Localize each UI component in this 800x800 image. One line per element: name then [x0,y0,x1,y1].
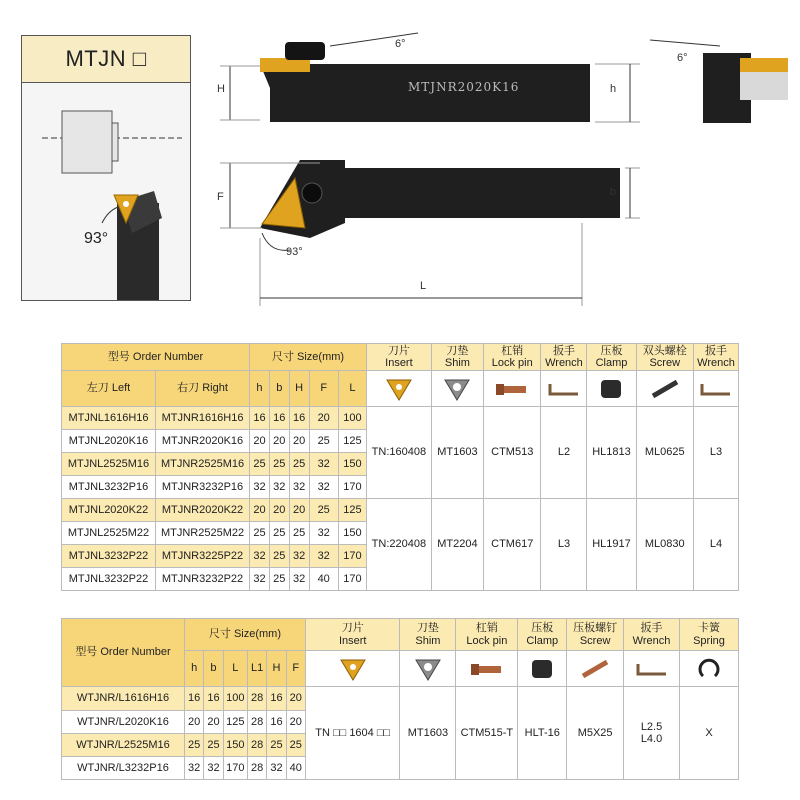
dim-b-label: b [610,186,617,198]
clamp-code: HLT-16 [518,687,567,780]
wrench-code: L2.5 L4.0 [624,687,680,780]
spec-table-mtjn-body [62,407,739,591]
size-cell: 170 [338,568,366,591]
size-cell: 40 [309,568,338,591]
size2-col-H: H [267,651,286,687]
insert-code: TN □□ 1604 □□ [305,687,400,780]
tool-type-title: MTJN □ [22,36,190,83]
size-cell: 28 [248,734,267,757]
row-name: WTJNR/L1616H16 [62,687,185,711]
size-cell: 32 [269,476,289,499]
size-cell: 25 [269,545,289,568]
clamp-thumb [587,371,636,407]
approach-angle-schematic [22,83,190,300]
size-cell: 20 [286,687,305,711]
size-cell: 25 [204,734,223,757]
lock-pin-thumb [484,371,541,407]
size-col-F: F [309,371,338,407]
part-header-screw: 双头螺栓 Screw [636,344,693,371]
size-cell: 25 [269,453,289,476]
size2-col-L: L [223,651,247,687]
schematic-svg [22,83,190,300]
size-cell: 125 [338,430,366,453]
right-model-cell: MTJNR2020K22 [156,499,250,522]
size-cell: 32 [309,476,338,499]
insert-thumb [367,371,432,407]
size2-col-F: F [286,651,305,687]
part2-header-clamp: 压板 Clamp [518,619,567,651]
part2-header-lock-pin: 杠销 Lock pin [456,619,518,651]
table-row [62,407,739,430]
size-cell: 32 [309,453,338,476]
left-model-cell: MTJNL1616H16 [62,407,156,430]
size-cell: 25 [289,453,309,476]
wrench-2-thumb [693,371,738,407]
shim-code: MT1603 [400,687,456,780]
size-cell: 20 [184,711,203,734]
size-cell: 20 [250,499,270,522]
size-cell: 16 [204,687,223,711]
insert2-thumb [305,651,400,687]
size-cell: 25 [267,734,286,757]
size-cell: 16 [267,711,286,734]
size2-col-L1: L1 [248,651,267,687]
size-cell: 170 [338,476,366,499]
size2-col-b: b [204,651,223,687]
size-header: 尺寸 Size(mm) [250,344,367,371]
insert-hole [123,201,129,207]
wrench-2-code: L4 [693,499,738,591]
size-cell: 25 [309,430,338,453]
wrench-2-code: L3 [693,407,738,499]
order-number-header-2: 型号 Order Number [62,619,185,687]
size-cell: 25 [286,734,305,757]
shim-code: MT2204 [431,499,483,591]
size-cell: 125 [338,499,366,522]
part2-header-shim: 刀垫 Shim [400,619,456,651]
insert-code: TN:160408 [367,407,432,499]
left-header: 左刀 Left [62,371,156,407]
spring-code: X [679,687,738,780]
spring-thumb [679,651,738,687]
size-cell: 20 [289,499,309,522]
size-col-H: H [289,371,309,407]
right-model-cell: MTJNR3225P22 [156,545,250,568]
size-cell: 25 [250,522,270,545]
size-cell: 32 [289,568,309,591]
size-cell: 16 [269,407,289,430]
size-cell: 28 [248,757,267,780]
angle-top-label: 6° [395,38,406,50]
left-model-cell: MTJNL2020K16 [62,430,156,453]
size-cell: 20 [309,407,338,430]
part-header-lock-pin: 杠销 Lock pin [484,344,541,371]
workpiece [62,111,112,173]
size-cell: 150 [338,453,366,476]
lock-pin-code: CTM513 [484,407,541,499]
shank-marking: MTJNR2020K16 [408,80,520,94]
dim-h-label: h [610,83,617,95]
right-model-cell: MTJNR1616H16 [156,407,250,430]
size-cell: 25 [184,734,203,757]
approach-angle-label: 93° [84,230,109,247]
spec-table-wtjn [61,618,739,780]
size-cell: 28 [248,687,267,711]
wrench-code: L2 [541,407,587,499]
size-cell: 20 [269,430,289,453]
insert-code: TN:220408 [367,499,432,591]
clamp-code: HL1813 [587,407,636,499]
dim-F-label: F [217,191,224,203]
screw-code: ML0830 [636,499,693,591]
size-cell: 100 [338,407,366,430]
lock-pin-code: CTM617 [484,499,541,591]
part2-header-screw: 压板螺钉 Screw [567,619,624,651]
size-cell: 32 [250,568,270,591]
angle-bottom-label: 93° [286,246,303,258]
wrench-thumb [541,371,587,407]
angle-arc [102,207,118,223]
right-model-cell: MTJNR2525M16 [156,453,250,476]
side-view-insert-icon [260,58,310,72]
size-cell: 40 [286,757,305,780]
clamp2-thumb [518,651,567,687]
size-cell: 32 [250,545,270,568]
size-cell: 25 [289,522,309,545]
part-header-clamp: 压板 Clamp [587,344,636,371]
part2-header-insert: 刀片 Insert [305,619,400,651]
left-model-cell: MTJNL2525M16 [62,453,156,476]
part-header-wrench-2: 扳手 Wrench [693,344,738,371]
size-col-b: b [269,371,289,407]
size-col-L: L [338,371,366,407]
size-cell: 16 [289,407,309,430]
size-cell: 32 [184,757,203,780]
lock-pin2-thumb [456,651,518,687]
size-cell: 16 [250,407,270,430]
row-name: WTJNR/L2525M16 [62,734,185,757]
part2-header-wrench: 扳手 Wrench [624,619,680,651]
top-view-shank [300,168,620,218]
shim-code: MT1603 [431,407,483,499]
size-cell: 32 [289,545,309,568]
screw-thumb [636,371,693,407]
size-cell: 32 [267,757,286,780]
part2-header-spring: 卡簧 Spring [679,619,738,651]
size-cell: 16 [184,687,203,711]
screw-code: M5X25 [567,687,624,780]
size-cell: 32 [309,545,338,568]
table-row [62,687,739,711]
size-cell: 32 [289,476,309,499]
size-col-h: h [250,371,270,407]
row-name: WTJNR/L2020K16 [62,711,185,734]
table-row [62,499,739,522]
tool-drawing [200,28,800,310]
screw-code: ML0625 [636,407,693,499]
wrench2-thumb [624,651,680,687]
left-model-cell: MTJNL3232P22 [62,568,156,591]
workpiece-step [112,123,118,161]
right-model-cell: MTJNR2525M22 [156,522,250,545]
size-cell: 20 [289,430,309,453]
size-cell: 25 [269,522,289,545]
size2-col-h: h [184,651,203,687]
right-model-cell: MTJNR2020K16 [156,430,250,453]
size-cell: 32 [309,522,338,545]
shim-thumb [431,371,483,407]
right-model-cell: MTJNR3232P22 [156,568,250,591]
row-name: WTJNR/L3232P16 [62,757,185,780]
part-header-wrench: 扳手 Wrench [541,344,587,371]
left-model-cell: MTJNL3232P22 [62,545,156,568]
size-cell: 150 [223,734,247,757]
left-model-cell: MTJNL2020K22 [62,499,156,522]
right-header: 右刀 Right [156,371,250,407]
size-cell: 25 [309,499,338,522]
left-model-cell: MTJNL3232P16 [62,476,156,499]
order-number-header: 型号 Order Number [62,344,250,371]
size-cell: 25 [269,568,289,591]
size-header-2: 尺寸 Size(mm) [184,619,305,651]
size-cell: 100 [223,687,247,711]
size-cell: 32 [204,757,223,780]
size-cell: 32 [250,476,270,499]
size-cell: 25 [250,453,270,476]
angle-side-label: 6° [677,52,688,64]
size-cell: 20 [250,430,270,453]
size-cell: 20 [204,711,223,734]
angle-line-side [650,40,720,46]
size-cell: 125 [223,711,247,734]
part-header-shim: 刀垫 Shim [431,344,483,371]
side-view-clamp-icon [285,42,325,60]
top-view-clamp-screw [302,183,322,203]
wrench-code: L3 [541,499,587,591]
end-view-insert-top [740,58,788,72]
lock-pin-code: CTM515-T [456,687,518,780]
size-cell: 170 [338,545,366,568]
clamp-code: HL1917 [587,499,636,591]
size-cell: 20 [269,499,289,522]
shim2-thumb [400,651,456,687]
size-cell: 170 [223,757,247,780]
size-cell: 16 [267,687,286,711]
dim-L-label: L [420,280,427,292]
size-cell: 28 [248,711,267,734]
size-cell: 20 [286,711,305,734]
screw2-thumb [567,651,624,687]
dim-H-label: H [217,83,225,95]
part-header-insert: 刀片 Insert [367,344,432,371]
right-model-cell: MTJNR3232P16 [156,476,250,499]
size-cell: 150 [338,522,366,545]
left-model-cell: MTJNL2525M22 [62,522,156,545]
tool-type-card [21,35,191,301]
spec-table-mtjn [61,343,739,591]
